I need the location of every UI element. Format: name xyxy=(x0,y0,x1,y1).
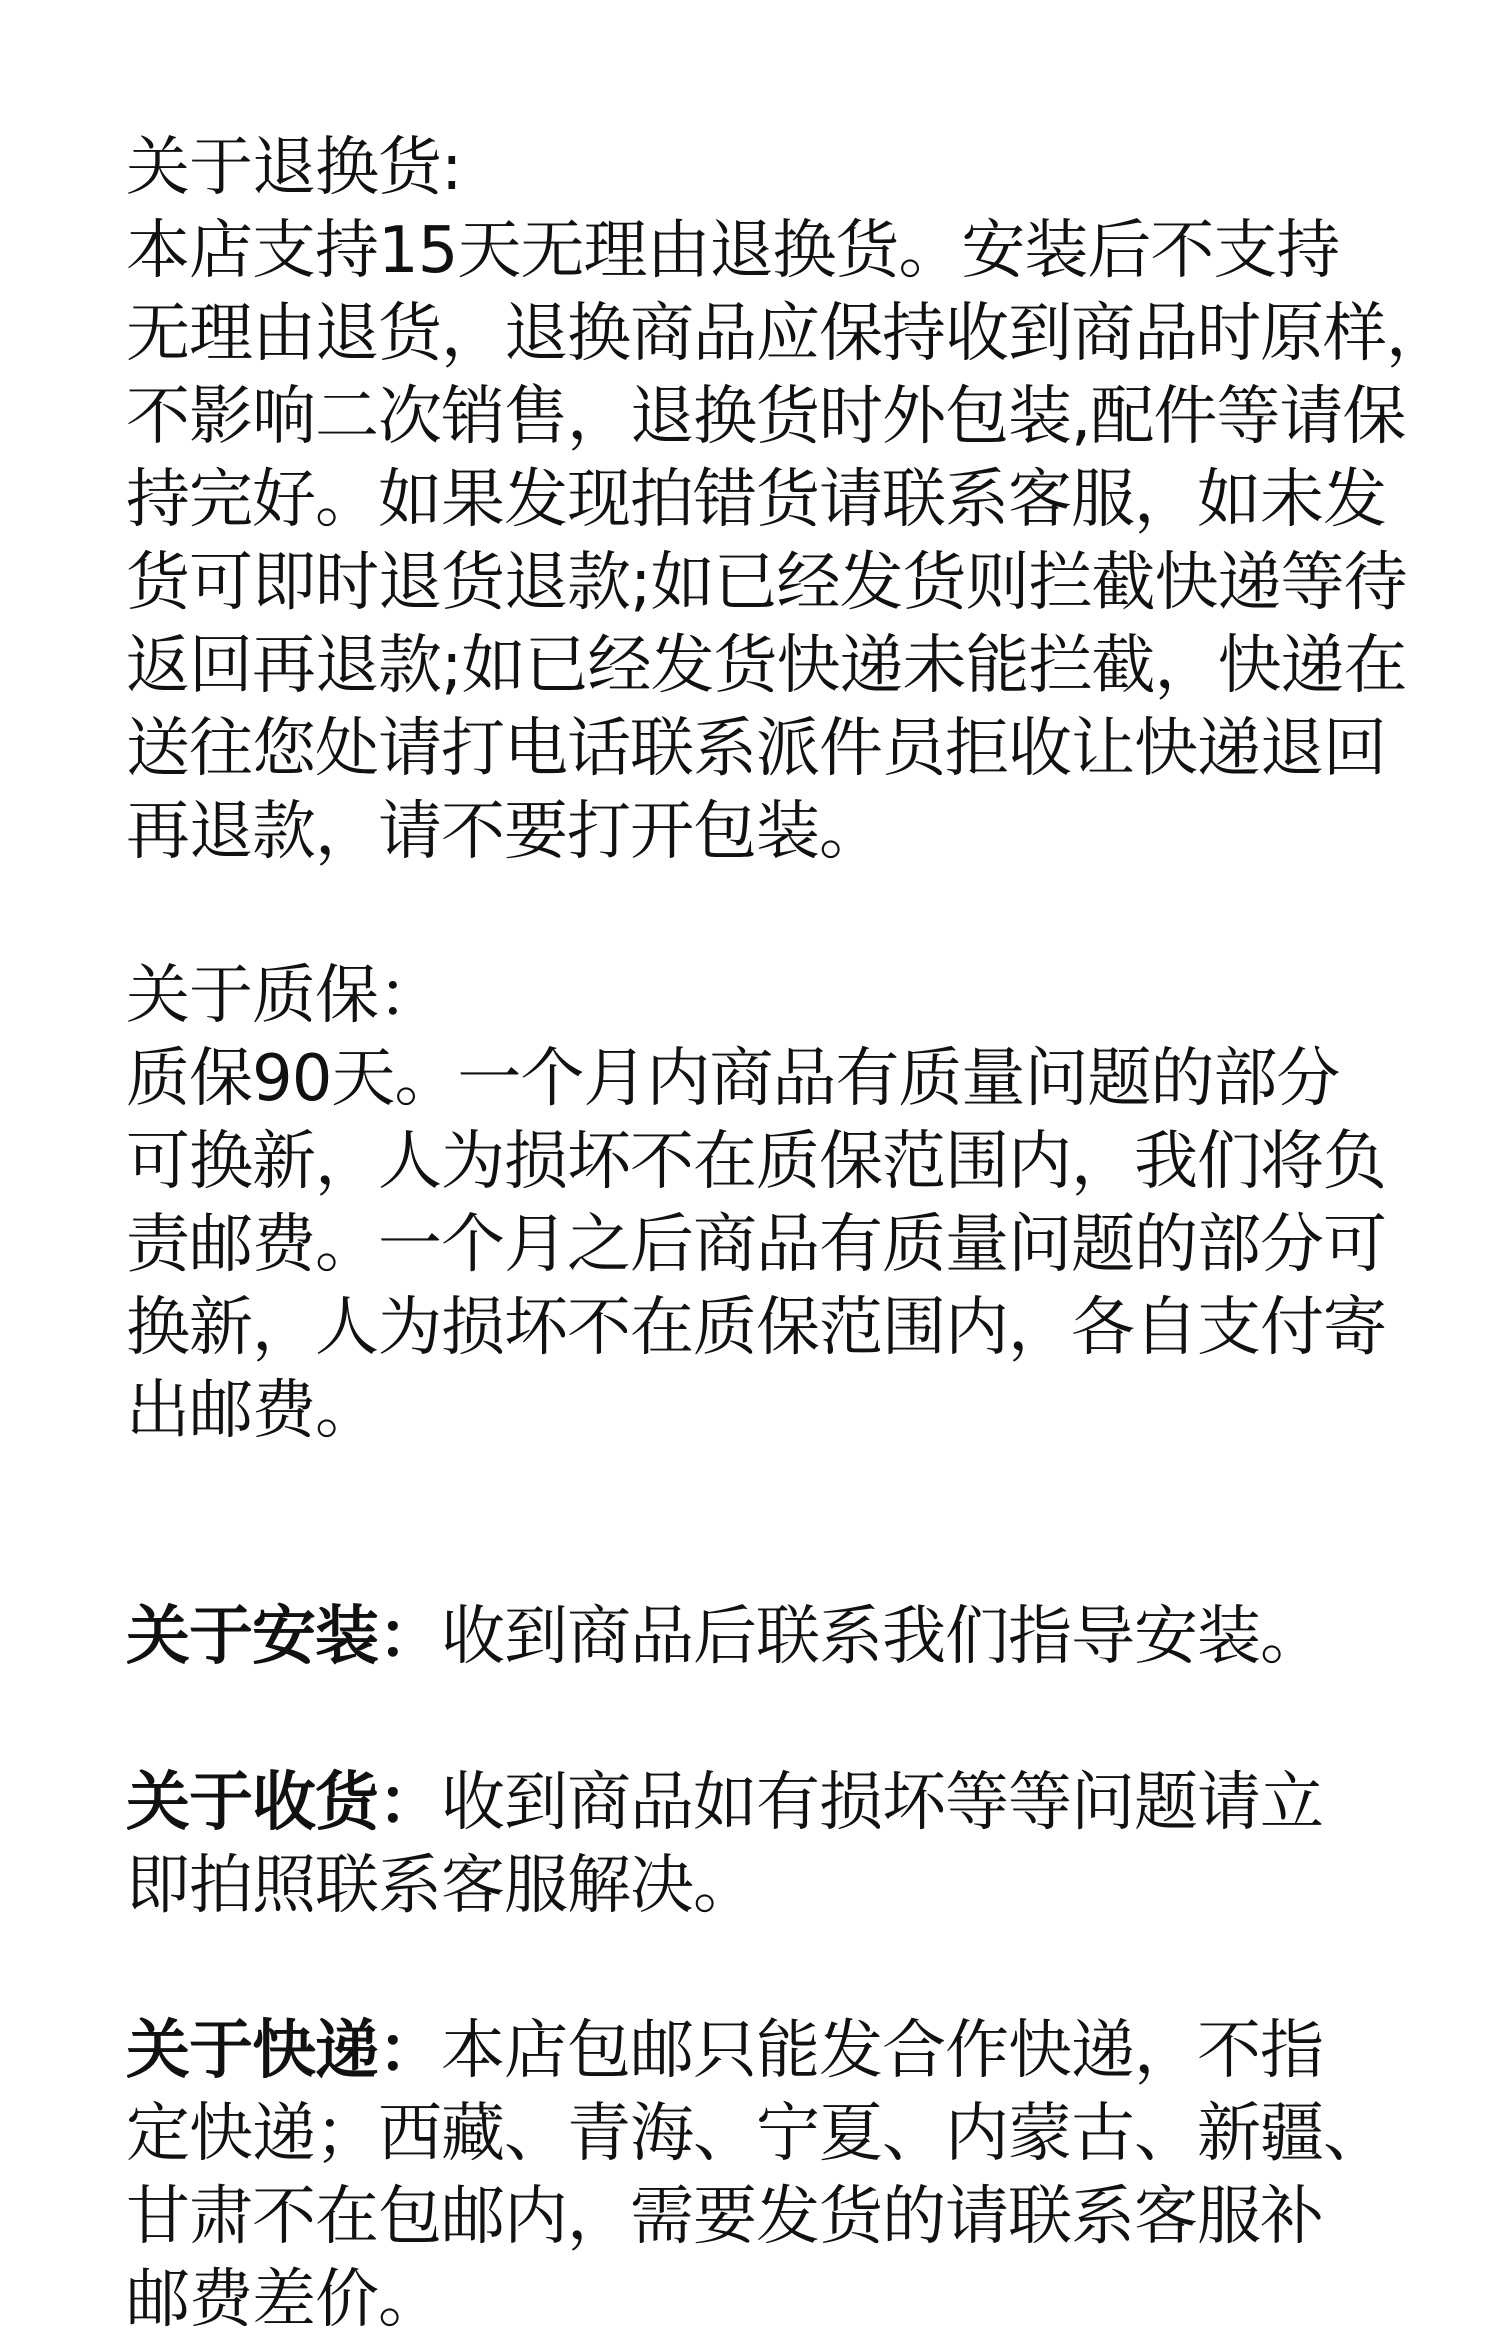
warranty-line: 可换新，人为损坏不在质保范围内，我们将负 xyxy=(126,1125,1386,1199)
receive-section xyxy=(126,1762,1406,1928)
warranty-line: 换新，人为损坏不在质保范围内，各自支付寄 xyxy=(126,1291,1386,1365)
returns-line: 送往您处请打电话联系派件员拒收让快递退回 xyxy=(126,712,1386,786)
returns-line: 货可即时退货退款;如已经发货则拦截快递等待 xyxy=(126,546,1407,620)
returns-section xyxy=(126,127,1449,874)
express-heading: 关于快递： xyxy=(126,2014,441,2088)
express-text: 本店包邮只能发合作快递，不指 xyxy=(441,2014,1323,2088)
receive-heading: 关于收货： xyxy=(126,1766,441,1840)
warranty-line: 质保90天。一个月内商品有质量问题的部分 xyxy=(126,1042,1340,1116)
express-line xyxy=(126,2010,1406,2093)
express-line: 定快递；西藏、青海、宁夏、内蒙古、新疆、 xyxy=(126,2097,1386,2171)
returns-line: 不影响二次销售，退换货时外包装,配件等请保 xyxy=(126,380,1406,454)
receive-line: 即拍照联系客服解决。 xyxy=(126,1849,756,1923)
express-line: 甘肃不在包邮内，需要发货的请联系客服补 xyxy=(126,2180,1323,2254)
express-section xyxy=(126,2010,1406,2342)
warranty-section xyxy=(126,955,1406,1453)
warranty-line: 出邮费。 xyxy=(126,1374,378,1448)
receive-line xyxy=(126,1762,1406,1845)
returns-heading: 关于退换货: xyxy=(126,131,462,205)
express-line: 邮费差价。 xyxy=(126,2263,441,2337)
install-section xyxy=(126,1596,1406,1679)
warranty-line: 责邮费。一个月之后商品有质量问题的部分可 xyxy=(126,1208,1386,1282)
returns-line: 返回再退款;如已经发货快递未能拦截，快递在 xyxy=(126,629,1407,703)
install-heading: 关于安装： xyxy=(126,1600,441,1674)
install-line xyxy=(126,1596,1406,1679)
install-text: 收到商品后联系我们指导安装。 xyxy=(441,1600,1323,1674)
returns-line: 本店支持15天无理由退换货。安装后不支持 xyxy=(126,214,1340,288)
returns-line: 无理由退货，退换商品应保持收到商品时原样， xyxy=(126,297,1449,371)
warranty-heading: 关于质保： xyxy=(126,959,441,1033)
returns-line: 再退款，请不要打开包装。 xyxy=(126,795,882,869)
receive-text: 收到商品如有损坏等等问题请立 xyxy=(441,1766,1323,1840)
returns-line: 持完好。如果发现拍错货请联系客服，如未发 xyxy=(126,463,1386,537)
